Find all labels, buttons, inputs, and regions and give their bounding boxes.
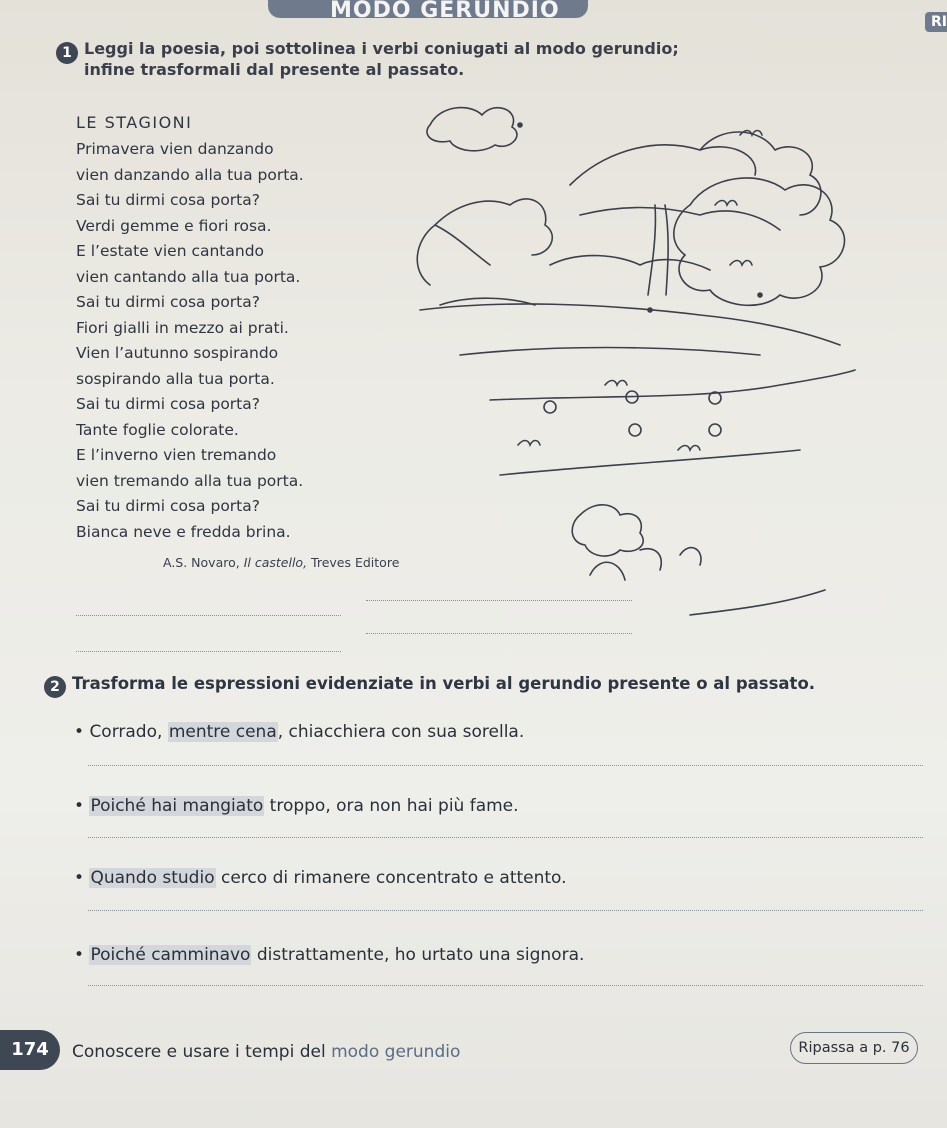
poem-line: sospirando alla tua porta. bbox=[76, 369, 275, 388]
exercise-2-item bbox=[74, 796, 519, 816]
item-highlighted-expression: Poiché camminavo bbox=[90, 945, 251, 965]
exercise-2-instruction: Trasforma le espressioni evidenziate in verbi al gerundio presente o al passato. bbox=[72, 674, 816, 693]
item-text-after: cerco di rimanere concentrato e attento. bbox=[215, 868, 567, 888]
poem-line: Primavera vien danzando bbox=[76, 140, 274, 158]
poem-text bbox=[76, 137, 304, 545]
exercise-1-instruction-line1: Leggi la poesia, poi sottolinea i verbi coniugati al modo gerundio; bbox=[84, 39, 679, 58]
corner-tab-label: RI bbox=[925, 12, 947, 32]
banner-title: MODO GERUNDIO bbox=[330, 0, 560, 23]
poem-line: Verdi gemme e fiori rosa. bbox=[76, 216, 272, 235]
answer-line[interactable] bbox=[88, 910, 923, 911]
credit-publisher: Treves Editore bbox=[311, 555, 400, 570]
seasons-illustration bbox=[400, 55, 860, 655]
item-highlighted-expression: mentre cena bbox=[168, 722, 277, 742]
ripassa-link[interactable]: Ripassa a p. 76 bbox=[790, 1032, 918, 1064]
bullet: • bbox=[74, 796, 90, 816]
section-banner bbox=[268, 0, 588, 23]
exercise-1-instruction-line2: infine trasformali dal presente al passato. bbox=[84, 60, 465, 79]
item-highlighted-expression: Poiché hai mangiato bbox=[90, 796, 264, 816]
credit-author: A.S. Novaro, bbox=[163, 555, 240, 570]
exercise-2-item bbox=[74, 722, 524, 742]
credit-work: Il castello, bbox=[243, 555, 308, 570]
poem-line: Tante foglie colorate. bbox=[76, 420, 239, 439]
poem-line: Sai tu dirmi cosa porta? bbox=[76, 395, 260, 413]
footer-text-accent: modo gerundio bbox=[331, 1042, 461, 1062]
bullet: • bbox=[74, 868, 90, 888]
poem-line: Vien l’autunno sospirando bbox=[76, 344, 279, 362]
exercise-2-item bbox=[74, 945, 584, 965]
item-text-after: distrattamente, ho urtato una signora. bbox=[251, 945, 585, 965]
item-highlighted-expression: Quando studio bbox=[90, 868, 215, 888]
bullet: • bbox=[74, 945, 90, 965]
poem-line: E l’estate vien cantando bbox=[76, 242, 265, 260]
poem-title: LE STAGIONI bbox=[76, 113, 193, 132]
poem-line: Fiori gialli in mezzo ai prati. bbox=[76, 318, 289, 337]
poem-line: Bianca neve e fredda brina. bbox=[76, 522, 291, 541]
poem-line: vien danzando alla tua porta. bbox=[76, 165, 304, 184]
answer-line[interactable] bbox=[76, 615, 341, 616]
poem-line: Sai tu dirmi cosa porta? bbox=[76, 497, 260, 515]
footer-text-main: Conoscere e usare i tempi del bbox=[72, 1042, 332, 1062]
poem-line: vien tremando alla tua porta. bbox=[76, 471, 304, 490]
item-text-before: Corrado, bbox=[89, 722, 168, 742]
exercise-1-number: 1 bbox=[56, 42, 78, 64]
answer-line[interactable] bbox=[88, 985, 923, 986]
item-text-after: troppo, ora non hai più fame. bbox=[264, 796, 519, 816]
exercise-2-item bbox=[74, 868, 567, 888]
item-text-after: , chiacchiera con sua sorella. bbox=[277, 722, 525, 742]
exercise-2-number: 2 bbox=[44, 676, 66, 698]
footer-chapter-title bbox=[72, 1042, 460, 1062]
poem-credit bbox=[163, 555, 399, 570]
answer-line[interactable] bbox=[88, 837, 923, 838]
answer-line[interactable] bbox=[76, 651, 341, 652]
poem-line: Sai tu dirmi cosa porta? bbox=[76, 293, 260, 311]
poem-line: Sai tu dirmi cosa porta? bbox=[76, 191, 260, 209]
poem-line: vien cantando alla tua porta. bbox=[76, 267, 301, 286]
page-number: 174 bbox=[0, 1030, 60, 1070]
answer-line[interactable] bbox=[88, 765, 923, 766]
bullet: • bbox=[74, 722, 90, 742]
poem-line: E l’inverno vien tremando bbox=[76, 446, 277, 464]
